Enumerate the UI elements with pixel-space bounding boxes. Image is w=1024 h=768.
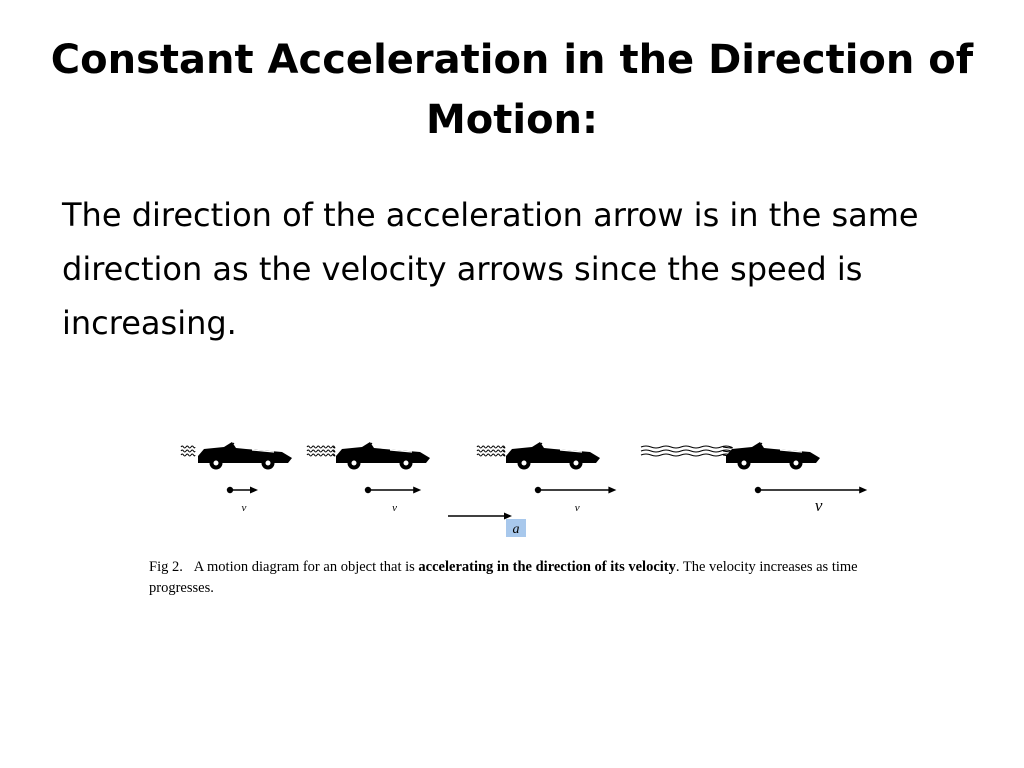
velocity-label: v <box>392 502 398 514</box>
slide-body-text: The direction of the acceleration arrow is in the same direction as the velocity arrows since the speed is increasing. <box>62 196 919 342</box>
speed-trail-line <box>181 454 195 456</box>
velocity-label: v <box>814 496 823 515</box>
caption-emphasis: accelerating in the direction of its velocity <box>418 559 676 575</box>
speed-trail-line <box>477 446 505 448</box>
car-icon <box>506 442 600 470</box>
motion-position-4 <box>641 442 867 515</box>
acceleration-label: a <box>512 522 520 537</box>
speed-trail-line <box>477 454 505 456</box>
acceleration-vector <box>448 513 526 538</box>
caption-fig-label: Fig 2. <box>149 559 183 575</box>
caption-text-before: A motion diagram for an object that is <box>193 559 415 575</box>
velocity-arrowhead <box>608 487 616 494</box>
velocity-arrowhead <box>250 487 258 494</box>
velocity-arrowhead <box>413 487 421 494</box>
speed-trail-line <box>641 454 732 456</box>
car-icon <box>198 442 292 470</box>
speed-trail-line <box>307 450 335 452</box>
car-icon <box>336 442 430 470</box>
speed-trail-line <box>307 454 335 456</box>
acceleration-arrowhead <box>504 513 512 520</box>
speed-trail-line <box>641 446 732 448</box>
velocity-label: v <box>241 502 247 514</box>
velocity-arrowhead <box>859 487 867 494</box>
speed-trail-line <box>477 450 505 452</box>
caption-text-after: . The velocity increases as time progresses. <box>149 559 858 596</box>
slide-title: Constant Acceleration in the Direction of Motion: <box>50 37 974 143</box>
motion-position-2 <box>307 442 430 514</box>
motion-position-3 <box>477 442 616 514</box>
speed-trail-line <box>307 446 335 448</box>
figure-caption <box>149 557 879 599</box>
motion-position-1 <box>181 442 292 514</box>
car-icon <box>726 442 820 470</box>
speed-trail-line <box>641 450 732 452</box>
motion-diagram <box>140 430 880 610</box>
speed-trail-line <box>181 446 195 448</box>
motion-diagram-drawing <box>140 430 880 550</box>
velocity-label: v <box>574 502 580 514</box>
speed-trail-line <box>181 450 195 452</box>
